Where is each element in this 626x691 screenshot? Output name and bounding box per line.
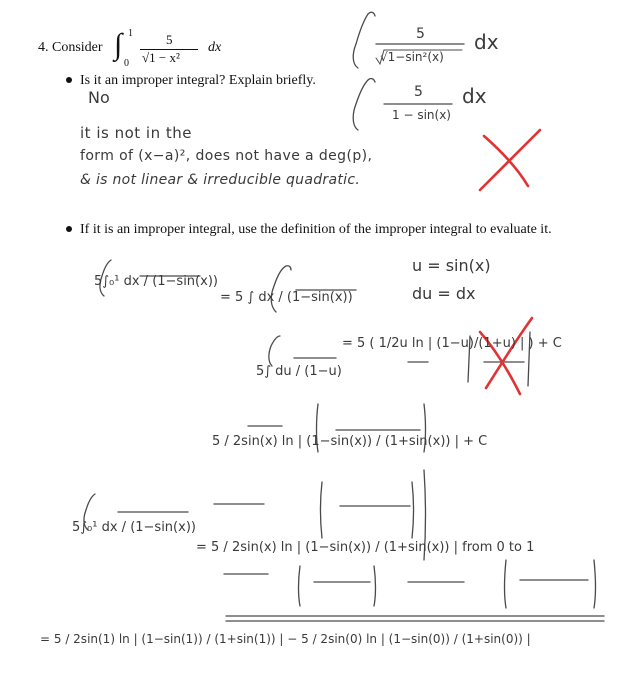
hw-answer-no: No — [88, 88, 110, 107]
hw-sub-mid-denominator: 1 − sin(x) — [392, 108, 451, 122]
hw-step4-lhs: 5∫₀¹ dx / (1−sin(x)) — [72, 520, 196, 535]
hw-step2-lhs: 5∫ du / (1−u) — [256, 364, 342, 379]
hw-sub-mid-dx: dx — [462, 84, 487, 108]
hw-explain-line-3: & is not linear & irreducible quadratic. — [80, 172, 361, 188]
integral-sign: ∫ — [114, 28, 123, 61]
fraction-denominator: √1 − x² — [142, 50, 180, 65]
hw-u-substitution: u = sin(x) — [412, 256, 491, 275]
problem-number-label: 4. Consider — [38, 40, 103, 55]
hw-step4-rhs: = 5 / 2sin(x) ln | (1−sin(x)) / (1+sin(x)) | from 0 to 1 — [196, 540, 535, 555]
question-2-text: If it is an improper integral, use the definition of the improper integral to evaluate it. — [80, 222, 552, 237]
hw-step1-rhs: = 5 ∫ dx / (1−sin(x)) — [220, 290, 353, 305]
hw-du-substitution: du = dx — [412, 284, 476, 303]
hw-sub-mid-numerator: 5 — [414, 84, 423, 100]
differential: dx — [208, 40, 222, 55]
hw-step1-lhs: 5∫₀¹ dx / (1−sin(x)) — [94, 274, 218, 289]
hw-step3: 5 / 2sin(x) ln | (1−sin(x)) / (1+sin(x)) | + C — [212, 434, 488, 449]
fraction-numerator: 5 — [166, 32, 173, 47]
hw-step5: = 5 / 2sin(1) ln | (1−sin(1)) / (1+sin(1)) | − 5 / 2sin(0) ln | (1−sin(0)) / (1+sin(0)) | — [40, 632, 531, 646]
hw-step2-rhs: = 5 ( 1/2u ln | (1−u)/(1+u) | ) + C — [342, 336, 562, 351]
question-1-text: Is it an improper integral? Explain briefly. — [80, 73, 316, 88]
integral-upper-limit: 1 — [128, 28, 133, 39]
hw-sub-top-numerator: 5 — [416, 26, 425, 42]
hw-sub-top-denominator: √1−sin²(x) — [380, 50, 444, 64]
integral-lower-limit: 0 — [124, 58, 129, 69]
hw-explain-line-1: it is not in the — [80, 124, 192, 142]
hw-sub-top-dx: dx — [474, 30, 499, 54]
hw-explain-line-2: form of (x−a)², does not have a deg(p), — [80, 148, 373, 164]
